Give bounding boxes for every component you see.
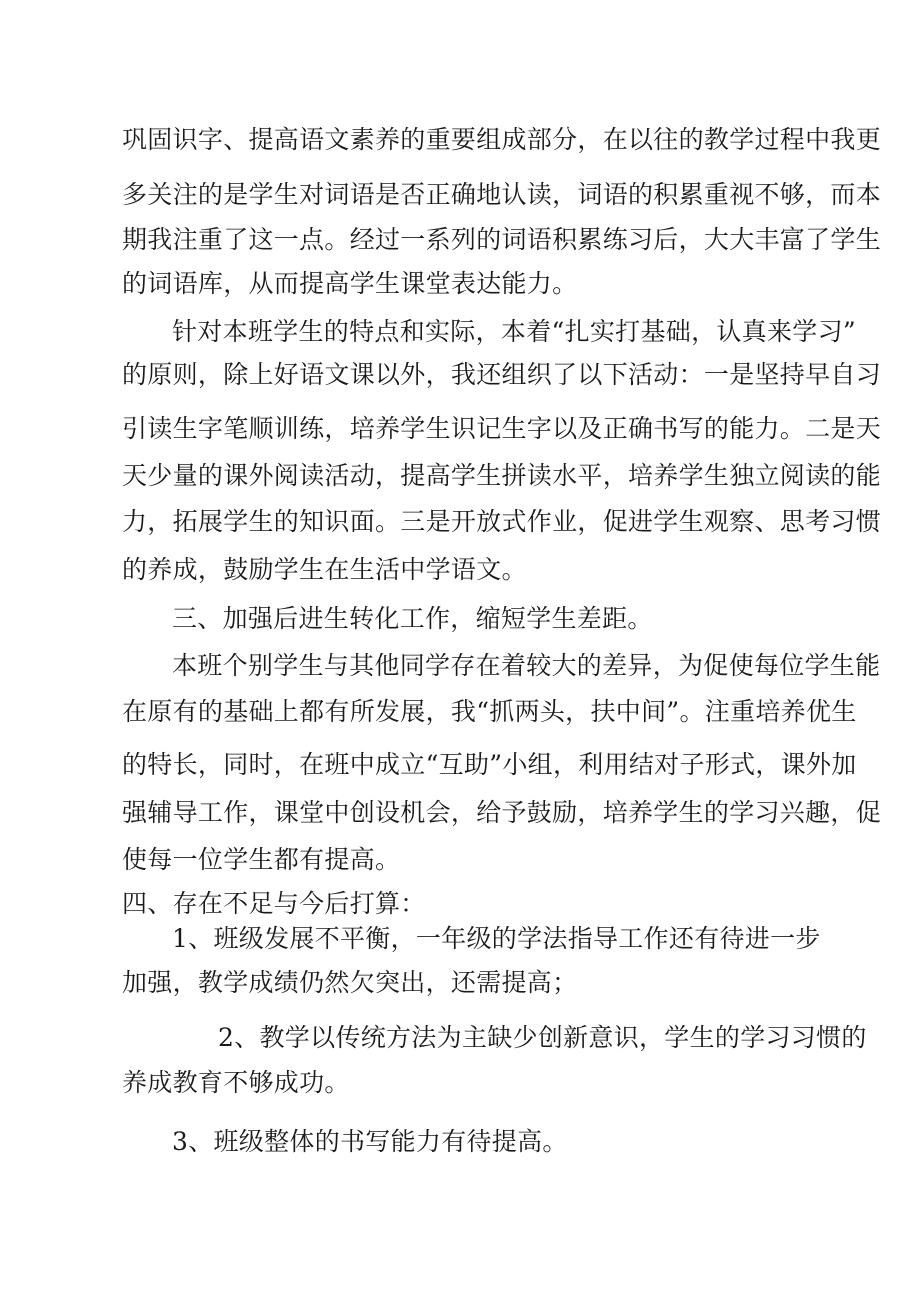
paragraph-3-line-1: 本班个别学生与其他同学存在着较大的差异，为促使每位学生能 bbox=[172, 651, 881, 680]
paragraph-1-line-4: 的词语库，从而提高学生课堂表达能力。 bbox=[122, 269, 578, 298]
paragraph-2-line-5: 力，拓展学生的知识面。三是开放式作业，促进学生观察、思考习惯 bbox=[122, 507, 882, 536]
paragraph-2-line-6: 的养成，鼓励学生在生活中学语文。 bbox=[122, 555, 527, 584]
paragraph-3-line-4: 强辅导工作，课堂中创设机会，给予鼓励，培养学生的学习兴趣，促 bbox=[122, 798, 882, 827]
paragraph-1-line-1: 巩固识字、提高语文素养的重要组成部分，在以往的教学过程中我更 bbox=[122, 125, 882, 154]
paragraph-2-line-2: 的原则，除上好语文课以外，我还组织了以下活动：一是坚持早自习 bbox=[122, 360, 882, 389]
item-2-line-1: 2、教学以传统方法为主缺少创新意识，学生的学习习惯的 bbox=[218, 1023, 867, 1052]
paragraph-3-line-2: 在原有的基础上都有所发展，我“抓两头，扶中间”。注重培养优生 bbox=[122, 697, 857, 726]
item-2-line-2: 养成教育不够成功。 bbox=[122, 1068, 350, 1097]
paragraph-2-line-4: 天少量的课外阅读活动，提高学生拼读水平，培养学生独立阅读的能 bbox=[122, 461, 882, 490]
paragraph-3-line-3: 的特长，同时，在班中成立“互助”小组，利用结对子形式，课外加 bbox=[122, 750, 857, 779]
item-1-line-1: 1、班级发展不平衡，一年级的学法指导工作还有待进一步 bbox=[172, 924, 821, 953]
paragraph-2-line-3: 引读生字笔顺训练，培养学生识记生字以及正确书写的能力。二是天 bbox=[122, 414, 882, 443]
paragraph-1-line-3: 期我注重了这一点。经过一系列的词语积累练习后，大大丰富了学生 bbox=[122, 225, 882, 254]
item-3-line-1: 3、班级整体的书写能力有待提高。 bbox=[172, 1127, 568, 1156]
item-1-line-2: 加强，教学成绩仍然欠突出，还需提高； bbox=[122, 968, 578, 997]
paragraph-2-line-1: 针对本班学生的特点和实际，本着“扎实打基础，认真来学习” bbox=[172, 317, 856, 346]
section-heading-4: 四、存在不足与今后打算： bbox=[122, 889, 426, 918]
paragraph-1-line-2: 多关注的是学生对词语是否正确地认读，词语的积累重视不够，而本 bbox=[122, 180, 882, 209]
section-heading-3: 三、加强后进生转化工作，缩短学生差距。 bbox=[172, 604, 653, 633]
paragraph-3-line-5: 使每一位学生都有提高。 bbox=[122, 845, 401, 874]
